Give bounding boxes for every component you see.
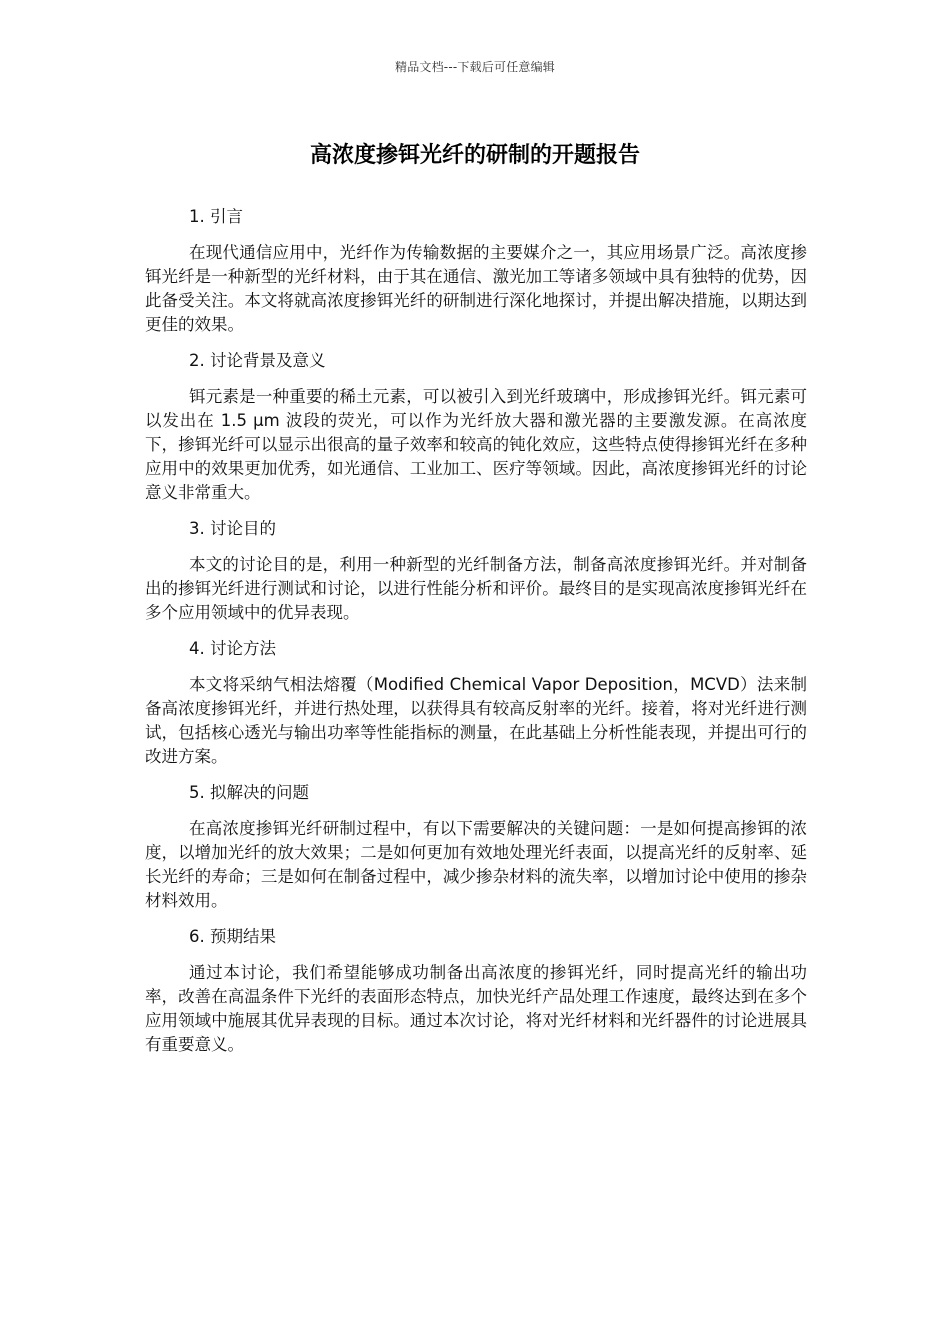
section-paragraph: 通过本讨论，我们希望能够成功制备出高浓度的掺铒光纤，同时提高光纤的输出功率，改善在高温条件下光纤的表面形态特点，加快光纤产品处理工作速度，最终达到在多个应用领域中施展其优异表现的目标。通过本次讨论，将对光纤材料和光纤器件的讨论进展具有重要意义。 [145,963,807,1054]
header-note: 精品文档---下载后可任意编辑 [395,60,555,74]
section-problems [145,781,807,913]
section-paragraph: 本文将采纳气相法熔覆（Modified Chemical Vapor Deposition，MCVD）法来制备高浓度掺铒光纤，并进行热处理，以获得具有较高反射率的光纤。接着，将对光纤进行测试，包括核心透光与输出功率等性能指标的测量，在此基础上分析性能表现，并提出可行的改进方案。 [145,675,807,766]
section-paragraph: 本文的讨论目的是，利用一种新型的光纤制备方法，制备高浓度掺铒光纤。并对制备出的掺铒光纤进行测试和讨论，以进行性能分析和评价。最终目的是实现高浓度掺铒光纤在多个应用领域中的优异表现。 [145,555,807,622]
section-paragraph: 在现代通信应用中，光纤作为传输数据的主要媒介之一，其应用场景广泛。高浓度掺铒光纤是一种新型的光纤材料，由于其在通信、激光加工等诸多领域中具有独特的优势，因此备受关注。本文将就高浓度掺铒光纤的研制进行深化地探讨，并提出解决措施，以期达到更佳的效果。 [145,243,807,334]
section-heading: 2. 讨论背景及意义 [189,351,326,370]
section-heading: 5. 拟解决的问题 [189,783,309,802]
section-method [145,637,807,769]
document-body [145,205,807,1069]
section-background [145,349,807,505]
section-paragraph: 铒元素是一种重要的稀土元素，可以被引入到光纤玻璃中，形成掺铒光纤。铒元素可以发出在 1.5 μm 波段的荧光，可以作为光纤放大器和激光器的主要激发源。在高浓度下，掺铒光纤可以显示出很高的量子效率和较高的钝化效应，这些特点使得掺铒光纤在多种应用中的效果更加优秀，如光通信、工业加工、医疗等领域。因此，高浓度掺铒光纤的讨论意义非常重大。 [145,387,807,502]
section-heading: 6. 预期结果 [189,927,276,946]
section-heading: 3. 讨论目的 [189,519,276,538]
section-introduction [145,205,807,337]
section-purpose [145,517,807,625]
document-title: 高浓度掺铒光纤的研制的开题报告 [309,143,640,168]
section-heading: 1. 引言 [189,207,243,226]
section-expected-results [145,925,807,1057]
section-heading: 4. 讨论方法 [189,639,276,658]
section-paragraph: 在高浓度掺铒光纤研制过程中，有以下需要解决的关键问题：一是如何提高掺铒的浓度，以增加光纤的放大效果；二是如何更加有效地处理光纤表面，以提高光纤的反射率、延长光纤的寿命；三是如何在制备过程中，减少掺杂材料的流失率，以增加讨论中使用的掺杂材料效用。 [145,819,807,910]
